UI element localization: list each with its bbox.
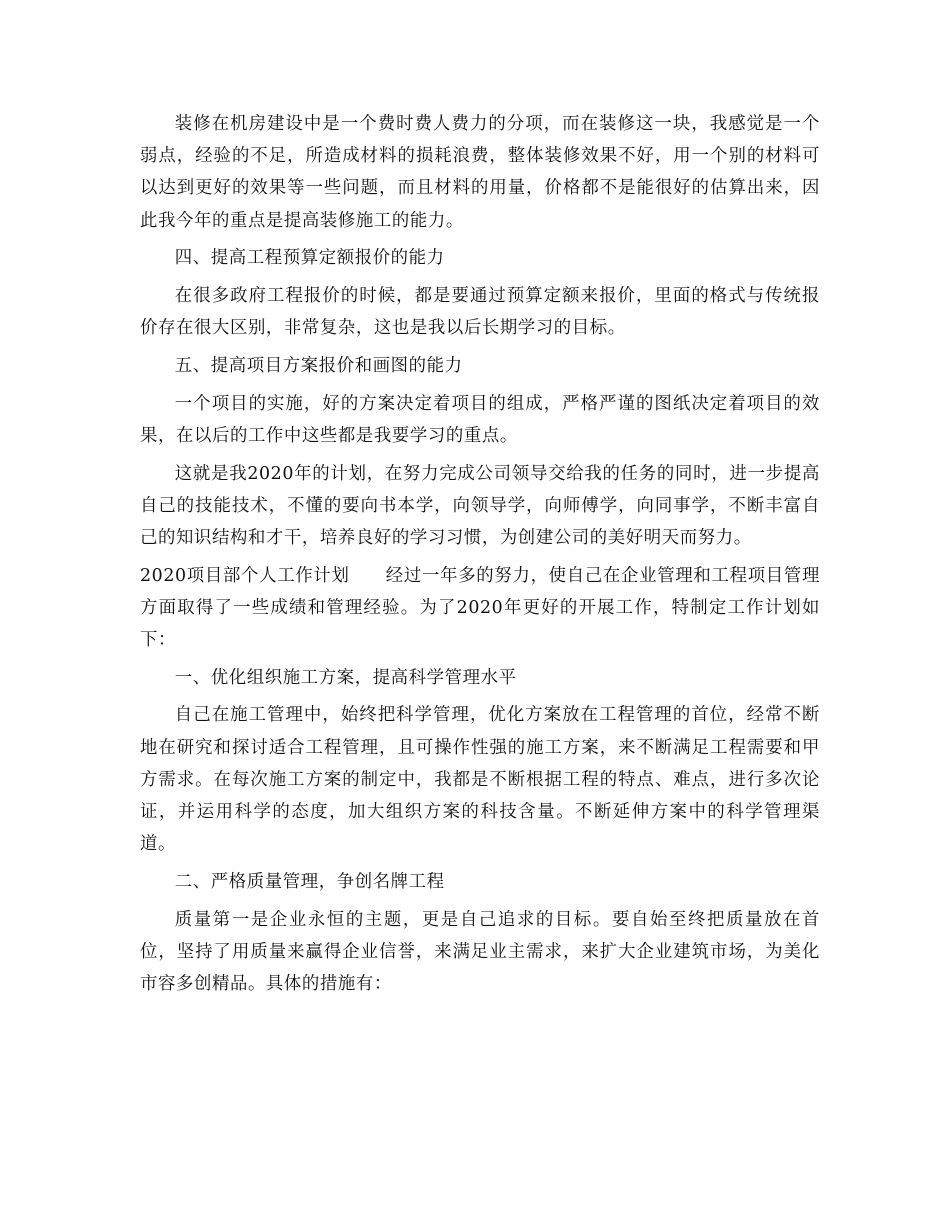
heading-quality-management: 二、严格质量管理，争创名牌工程	[174, 871, 445, 892]
heading-project-plan-drawing: 五、提高项目方案报价和画图的能力	[174, 355, 463, 376]
paragraph-work-plan-intro: 2020项目部个人工作计划 经过一年多的努力，使自己在企业管理和工程项目管理方面取得了一些成绩和管理经验。为了2020年更好的开展工作，特制定工作计划如下：	[140, 565, 820, 651]
paragraph-project-implementation: 一个项目的实施，好的方案决定着项目的组成，严格严谨的图纸决定着项目的效果，在以后的工作中这些都是我要学习的重点。	[140, 393, 820, 446]
heading-budget-quota: 四、提高工程预算定额报价的能力	[174, 248, 445, 269]
paragraph-government-quote: 在很多政府工程报价的时候，都是要通过预算定额来报价，里面的格式与传统报价存在很大区别，非常复杂，这也是我以后长期学习的目标。	[140, 286, 820, 339]
heading-optimize-construction: 一、优化组织施工方案，提高科学管理水平	[174, 667, 517, 688]
paragraph-renovation: 装修在机房建设中是一个费时费人费力的分项，而在装修这一块，我感觉是一个弱点，经验的不足，所造成材料的损耗浪费，整体装修效果不好，用一个别的材料可以达到更好的效果等一些问题，而且材料的用量，价格都不是能很好的估算出来，因此我今年的重点是提高装修施工的能力。	[140, 114, 820, 231]
paragraph-scientific-management: 自己在施工管理中，始终把科学管理，优化方案放在工程管理的首位，经常不断地在研究和探讨适合工程管理，且可操作性强的施工方案，来不断满足工程需要和甲方需求。在每次施工方案的制定中，我都是不断根据工程的特点、难点，进行多次论证，并运用科学的态度，加大组织方案的科技含量。不断延伸方案中的科学管理渠道。	[140, 705, 820, 855]
paragraph-plan-summary: 这就是我2020年的计划，在努力完成公司领导交给我的任务的同时，进一步提高自己的技能技术，不懂的要向书本学，向领导学，向师傅学，向同事学，不断丰富自己的知识结构和才干，培养良好的学习习惯，为创建公司的美好明天而努力。	[140, 463, 820, 548]
document-page	[140, 108, 820, 1006]
paragraph-quality-first: 质量第一是企业永恒的主题，更是自己追求的目标。要自始至终把质量放在首位，坚持了用质量来赢得企业信誉，来满足业主需求，来扩大企业建筑市场，为美化市容多创精品。具体的措施有：	[140, 909, 820, 995]
